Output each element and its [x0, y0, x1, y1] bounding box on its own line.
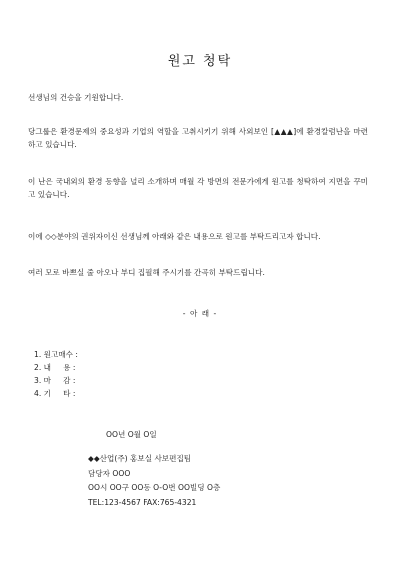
sender-address: OO시 OO구 OO동 O-O번 OO빌딩 O층 [88, 483, 221, 492]
sender-phone: TEL:123-4567 FAX:765-4321 [88, 497, 197, 507]
list-item: 4. 기 타 : [34, 389, 76, 398]
paragraph-intro: 당그룹은 환경문제의 중요성과 기업의 역할을 고취시키기 위해 사외보인 [▲▲▲]에 환경칼럼난을 마련하고 있습니다. [28, 127, 368, 149]
list-item: 3. 마 감 : [34, 376, 76, 385]
list-item: 2. 내 용 : [34, 363, 76, 372]
paragraph-greeting: 선생님의 건승을 기원합니다. [28, 93, 124, 102]
paragraph-column-description: 이 난은 국내외의 환경 동향을 널리 소개하며 매월 각 방면의 전문가에게 원고를 청탁하여 지면을 꾸미고 있습니다. [28, 177, 368, 199]
paragraph-closing: 여러 모로 바쁘실 줄 아오나 부디 집필해 주시기를 간곡히 부탁드립니다. [28, 268, 265, 277]
document-title: 원고 청탁 [167, 54, 233, 69]
sender-block [88, 452, 220, 510]
sender-company: ◆◆산업(주) 홍보실 사보편집팀 [88, 454, 192, 463]
request-items-list [34, 348, 78, 400]
list-item: 1. 원고매수 : [34, 350, 78, 359]
section-label: - 아 래 - [182, 309, 218, 318]
paragraph-request: 이에 ◇◇분야의 권위자이신 선생님께 아래와 같은 내용으로 원고를 부탁드리고자 합니다. [28, 232, 321, 241]
sender-contact: 담당자 OOO [88, 468, 131, 478]
document-date: OO년 O월 O일 [106, 430, 157, 439]
